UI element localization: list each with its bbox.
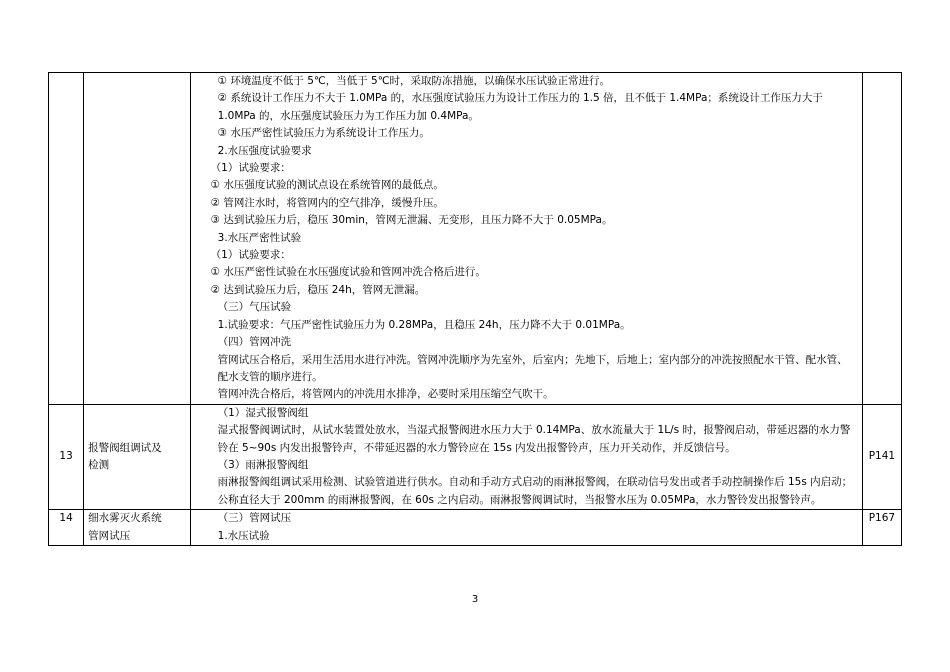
content-line: 管网冲洗合格后，将管网内的冲洗用水排净，必要时采用压缩空气吹干。: [217, 388, 554, 401]
page-reference: [862, 73, 901, 405]
row-number: 13: [49, 404, 84, 509]
table-row: [49, 73, 902, 405]
row-number: 14: [49, 510, 84, 546]
item-name: [84, 510, 190, 546]
content-line: 1.试验要求：气压严密性试验压力为 0.28MPa，且稳压 24h，压力降不大于 0.01MPa。: [217, 318, 631, 331]
content-line: （1）试验要求：: [210, 162, 291, 175]
content-line: 雨淋报警阀组调试采用检测、试验管道进行供水。自动和手动方式启动的雨淋报警阀，在联动信号发出或者手动控制操作后 15s 内启动；公称直径大于 200mm 的雨淋报警阀，在 60s 之内启动。雨淋报警阀调试时，当报警水压为 0.05MPa，水力警铃发出报警铃声。: [217, 476, 853, 506]
content-line: 1.水压试验: [217, 529, 270, 542]
content-line: （四）管网冲洗: [217, 336, 292, 349]
content-line: （三）管网试压: [217, 512, 292, 525]
content-line: ② 系统设计工作压力不大于 1.0MPa 的，水压强度试验压力为设计工作压力的 1.5 倍，且不低于 1.4MPa；系统设计工作压力大于 1.0MPa 的，水压强度试验压力为工作压力加 0.4MPa。: [217, 92, 823, 122]
item-content: [190, 73, 862, 405]
content-line: ③ 达到试验压力后，稳压 30min，管网无泄漏、无变形，且压力降不大于 0.05MPa。: [210, 214, 613, 227]
table-row: [49, 510, 902, 546]
content-table: [48, 72, 902, 546]
content-line: ② 管网注水时，将管网内的空气排净，缓慢升压。: [210, 196, 444, 209]
content-line: （3）雨淋报警阀组: [217, 458, 309, 471]
item-name: [84, 73, 190, 405]
content-line: ① 水压严密性试验在水压强度试验和管网冲洗合格后进行。: [210, 266, 486, 279]
content-line: ① 水压强度试验的测试点设在系统管网的最低点。: [210, 179, 444, 192]
content-line: （1）试验要求：: [210, 249, 291, 262]
table-row: [49, 404, 902, 509]
content-line: （三）气压试验: [217, 301, 292, 314]
item-name-line: 细水雾灭火系统: [88, 512, 162, 525]
page-reference: P167: [862, 510, 901, 546]
content-line: 2.水压强度试验要求: [217, 144, 312, 157]
content-line: ② 达到试验压力后，稳压 24h，管网无泄漏。: [210, 283, 426, 296]
content-line: 湿式报警阀调试时，从试水装置处放水，当湿式报警阀进水压力大于 0.14MPa、放水流量大于 1L/s 时，报警阀启动，带延迟器的水力警铃在 5~90s 内发出报警铃声，不带延迟器的水力警铃应在 15s 内发出报警铃声，压力开关动作，并反馈信号。: [217, 424, 851, 454]
item-name-line: 报警阀组调试及: [88, 441, 162, 454]
page-reference: P141: [862, 404, 901, 509]
item-name-line: 检测: [88, 458, 110, 471]
item-name-line: 管网试压: [88, 529, 131, 542]
row-number: [49, 73, 84, 405]
content-line: 3.水压严密性试验: [217, 231, 302, 244]
item-name: [84, 404, 190, 509]
content-line: ③ 水压严密性试验压力为系统设计工作压力。: [217, 127, 430, 140]
page-number: 3: [471, 594, 479, 605]
content-line: （1）湿式报警阀组: [217, 406, 309, 419]
item-content: [190, 510, 862, 546]
item-content: [190, 404, 862, 509]
content-line: ① 环境温度不低于 5℃，当低于 5℃时，采取防冻措施，以确保水压试验正常进行。: [217, 75, 611, 87]
content-line: 管网试压合格后，采用生活用水进行冲洗。管网冲洗顺序为先室外，后室内；先地下，后地上；室内部分的冲洗按照配水干管、配水管、配水支管的顺序进行。: [217, 353, 848, 383]
